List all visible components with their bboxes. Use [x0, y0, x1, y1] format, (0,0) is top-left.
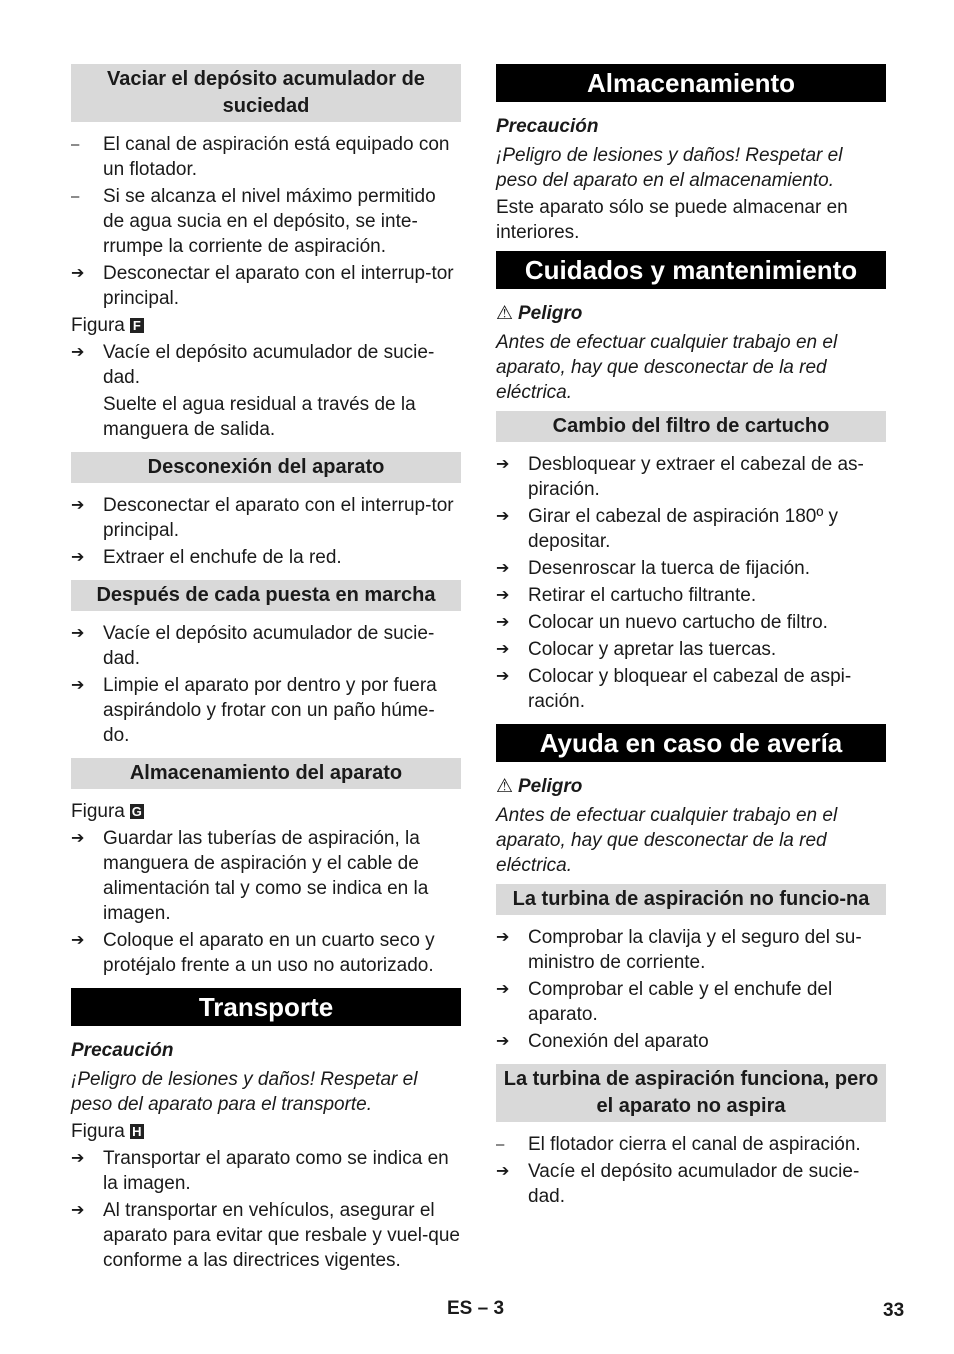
- list-item: ➔ Desbloquear y extraer el cabezal de as-piración.: [496, 454, 864, 500]
- arrow-icon: ➔: [71, 497, 85, 514]
- section-heading-cambio-filtro: Cambio del filtro de cartucho: [496, 411, 886, 442]
- section-heading-despues: Después de cada puesta en marcha: [71, 580, 461, 611]
- arrow-icon: ➔: [496, 456, 510, 473]
- list-item: – El canal de aspiración está equipado con un flotador.: [71, 134, 450, 180]
- figure-letter-badge: G: [131, 804, 142, 819]
- figure-reference: Figura H: [71, 1119, 461, 1144]
- figure-letter-badge: F: [130, 318, 144, 333]
- list-item: ➔ Desconectar el aparato con el interrup-tor principal.: [71, 263, 454, 309]
- danger-label: ⚠ Peligro: [496, 303, 583, 324]
- section-heading-turbina-no: La turbina de aspiración no funcio-na: [496, 884, 886, 915]
- danger-label: ⚠ Peligro: [496, 776, 583, 797]
- figure-reference: Figura G: [71, 801, 142, 822]
- section-heading-ayuda: Ayuda en caso de avería: [496, 724, 886, 762]
- arrow-icon: ➔: [71, 344, 85, 361]
- list-item: ➔ Al transportar en vehículos, asegurar el aparato para evitar que resbale y vuel-que conforme a las directrices vigentes.: [71, 1200, 461, 1271]
- list-item: ➔ Comprobar la clavija y el seguro del su-ministro de corriente.: [496, 927, 862, 973]
- arrow-icon: ➔: [496, 1163, 510, 1180]
- caution-label: Precaución: [71, 1040, 174, 1061]
- arrow-icon: ➔: [71, 1150, 85, 1167]
- dash-icon: –: [71, 188, 80, 205]
- list-item: ➔ Desenroscar la tuerca de fijación.: [496, 558, 810, 579]
- section-heading-cuidados: Cuidados y mantenimiento: [496, 251, 886, 289]
- warning-triangle-icon: ⚠: [496, 776, 514, 797]
- note-text: Suelte el agua residual a través de la manguera de salida.: [103, 394, 416, 440]
- list-item: ➔ Colocar y apretar las tuercas.: [496, 639, 777, 660]
- list-item: ➔ Transportar el aparato como se indica en la imagen.: [71, 1148, 449, 1194]
- arrow-icon: ➔: [496, 508, 510, 525]
- caution-text: ¡Peligro de lesiones y daños! Respetar el peso del aparato para el transporte.: [71, 1069, 418, 1115]
- section-heading-vaciar: Vaciar el depósito acumulador de suciedad: [71, 64, 461, 122]
- arrow-icon: ➔: [71, 677, 85, 694]
- danger-text: Antes de efectuar cualquier trabajo en el aparato, hay que desconectar de la red eléctrica.: [496, 805, 838, 876]
- list-item: ➔ Colocar y bloquear el cabezal de aspi-ración.: [496, 666, 852, 712]
- list-item: ➔ Extraer el enchufe de la red.: [71, 547, 342, 568]
- arrow-icon: ➔: [496, 981, 510, 998]
- list-item: – El flotador cierra el canal de aspiración.: [496, 1134, 861, 1155]
- section-heading-turbina-si: La turbina de aspiración funciona, pero el aparato no aspira: [496, 1064, 886, 1122]
- arrow-icon: ➔: [496, 1033, 510, 1050]
- list-item: ➔ Vacíe el depósito acumulador de sucie-dad.: [496, 1161, 860, 1207]
- list-item: – Si se alcanza el nivel máximo permitido de agua sucia en el depósito, se inte-rrumpe la corriente de aspiración.: [71, 186, 436, 257]
- arrow-icon: ➔: [496, 641, 510, 658]
- arrow-icon: ➔: [71, 265, 85, 282]
- list-item: ➔ Colocar un nuevo cartucho de filtro.: [496, 612, 828, 633]
- list-item: ➔ Vacíe el depósito acumulador de sucie-dad.: [71, 342, 435, 388]
- list-vaciar: [71, 132, 461, 311]
- dash-icon: –: [71, 136, 80, 153]
- arrow-icon: ➔: [71, 830, 85, 847]
- arrow-icon: ➔: [496, 668, 510, 685]
- left-column: [71, 64, 461, 1275]
- list-item: ➔ Conexión del aparato: [496, 1031, 709, 1052]
- warning-triangle-icon: ⚠: [496, 303, 514, 324]
- arrow-icon: ➔: [496, 929, 510, 946]
- arrow-icon: ➔: [496, 587, 510, 604]
- arrow-icon: ➔: [71, 549, 85, 566]
- page-number: 33: [883, 1300, 905, 1321]
- list-item: ➔ Girar el cabezal de aspiración 180º y depositar.: [496, 506, 839, 552]
- section-heading-desconexion: Desconexión del aparato: [71, 452, 461, 483]
- figure-letter-badge: H: [130, 1124, 144, 1139]
- caution-label: Precaución: [496, 116, 599, 137]
- figure-reference: Figura F: [71, 313, 461, 338]
- list-item: ➔ Guardar las tuberías de aspiración, la manguera de aspiración y el cable de alimentación tal y como se indica en la imagen.: [71, 828, 429, 924]
- arrow-icon: ➔: [71, 625, 85, 642]
- list-item: ➔ Desconectar el aparato con el interrup-tor principal.: [71, 495, 454, 541]
- right-column: [496, 64, 886, 1211]
- caution-text: ¡Peligro de lesiones y daños! Respetar el peso del aparato en el almacenamiento.: [496, 145, 843, 191]
- section-heading-almacenamiento-aparato: Almacenamiento del aparato: [71, 758, 461, 789]
- list-item: ➔ Coloque el aparato en un cuarto seco y protéjalo frente a un uso no autorizado.: [71, 930, 435, 976]
- list-item: ➔ Limpie el aparato por dentro y por fuera aspirándolo y frotar con un paño húme-do.: [71, 675, 437, 746]
- arrow-icon: ➔: [71, 932, 85, 949]
- section-heading-almacenamiento: Almacenamiento: [496, 64, 886, 102]
- danger-text: Antes de efectuar cualquier trabajo en el aparato, hay que desconectar de la red eléctrica.: [496, 332, 838, 403]
- arrow-icon: ➔: [496, 560, 510, 577]
- arrow-icon: ➔: [71, 1202, 85, 1219]
- list-item: ➔ Retirar el cartucho filtrante.: [496, 585, 757, 606]
- list-item: ➔ Comprobar el cable y el enchufe del aparato.: [496, 979, 833, 1025]
- dash-icon: –: [496, 1136, 505, 1153]
- body-text: Este aparato sólo se puede almacenar en interiores.: [496, 197, 848, 243]
- list-item: ➔ Vacíe el depósito acumulador de sucie-dad.: [71, 623, 435, 669]
- section-heading-transporte: Transporte: [71, 988, 461, 1026]
- footer-language-page: ES – 3: [447, 1298, 505, 1319]
- arrow-icon: ➔: [496, 614, 510, 631]
